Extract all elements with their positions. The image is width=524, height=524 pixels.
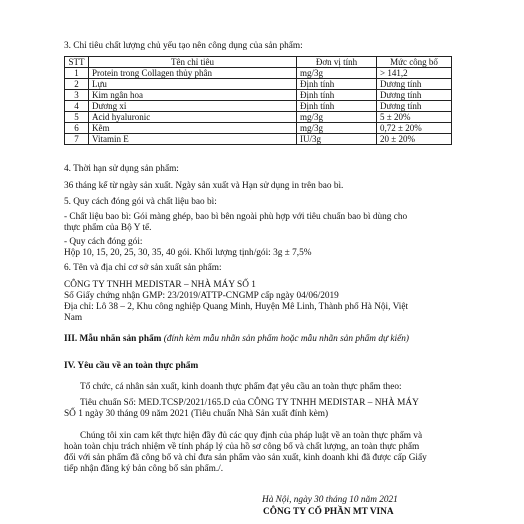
section-3-title: 3. Chỉ tiêu chất lượng chủ yếu tạo nên công dụng của sản phẩm: [64, 41, 303, 51]
section-IV-line-3: SỐ 1 ngày 30 tháng 09 năm 2021 (Tiêu chuẩn Nhà Sản xuất đính kèm) [64, 409, 329, 419]
gmp-certificate: Số Giấy chứng nhận GMP: 23/2019/ATTP-CNGMP cấp ngày 04/06/2019 [64, 291, 339, 301]
table-row [65, 79, 452, 90]
commitment-line-4: tiếp nhận đăng ký bản công bố sản phẩm./. [64, 464, 224, 474]
header-unit: Đơn vị tính [297, 57, 377, 68]
commitment-line-1: Chúng tôi xin cam kết thực hiện đầy đủ các quy định của pháp luật về an toàn thực phẩm và [80, 431, 423, 441]
cell-stt: 3 [65, 90, 89, 101]
cell-stt: 1 [65, 68, 89, 79]
cell-name: Protein trong Collagen thủy phân [89, 68, 297, 79]
manufacturer-name: CÔNG TY TNHH MEDISTAR – NHÀ MÁY SỐ 1 [64, 280, 256, 290]
table-row [65, 68, 452, 79]
cell-stt: 6 [65, 123, 89, 134]
cell-name: Acid hyaluronic [89, 112, 297, 123]
table-row [65, 90, 452, 101]
table-header-row [65, 57, 452, 68]
table-row [65, 112, 452, 123]
cell-level: 5 ± 20% [377, 112, 452, 123]
cell-name: Kẽm [89, 123, 297, 134]
cell-stt: 7 [65, 134, 89, 145]
header-level: Mức công bố [377, 57, 452, 68]
section-IV-title: IV. Yêu cầu về an toàn thực phẩm [64, 361, 199, 371]
table-row [65, 101, 452, 112]
cell-level: 20 ± 20% [377, 134, 452, 145]
signature-place-date: Hà Nội, ngày 30 tháng 10 năm 2021 [262, 495, 398, 505]
cell-level: Dương tính [377, 101, 452, 112]
address-line-1: Địa chỉ: Lô 38 – 2, Khu công nghiệp Quang Minh, Huyện Mê Linh, Thành phố Hà Nội, Việt [64, 302, 409, 312]
section-5-title: 5. Quy cách đóng gói và chất liệu bao bì: [64, 197, 217, 207]
section-III-note: (đính kèm mẫu nhãn sản phẩm hoặc mẫu nhãn sản phẩm dự kiến) [163, 334, 409, 344]
packaging-material-line-2: thực phẩm của Bộ Y tế. [64, 223, 152, 233]
table-row [65, 134, 452, 145]
cell-unit: Định tính [297, 101, 377, 112]
cell-unit: Định tính [297, 90, 377, 101]
packing-title: - Quy cách đóng gói: [64, 237, 143, 247]
table-body [65, 68, 452, 145]
cell-unit: mg/3g [297, 123, 377, 134]
section-6-title: 6. Tên và địa chỉ cơ sở sản xuất sản phẩm: [64, 263, 222, 273]
quality-table [64, 56, 452, 145]
cell-name: Vitamin E [89, 134, 297, 145]
section-IV-line-1: Tổ chức, cá nhân sản xuất, kinh doanh thực phẩm đạt yêu cầu an toàn thực phẩm theo: [80, 382, 402, 392]
cell-name: Dương xỉ [89, 101, 297, 112]
header-name: Tên chỉ tiêu [89, 57, 297, 68]
commitment-line-2: hoàn toàn chịu trách nhiệm về tính pháp lý của hồ sơ công bố và chất lượng, an toàn thực phẩm [64, 442, 420, 452]
section-III [64, 334, 409, 345]
cell-level: 0,72 ± 20% [377, 123, 452, 134]
cell-name: Lựu [89, 79, 297, 90]
cell-stt: 4 [65, 101, 89, 112]
cell-name: Kim ngân hoa [89, 90, 297, 101]
signature-company: CÔNG TY CỔ PHẦN MT VINA [263, 507, 394, 517]
header-stt: STT [65, 57, 89, 68]
table-row [65, 123, 452, 134]
cell-unit: mg/3g [297, 112, 377, 123]
cell-unit: mg/3g [297, 68, 377, 79]
shelf-life-text: 36 tháng kể từ ngày sản xuất. Ngày sản xuất và Hạn sử dụng in trên bao bì. [64, 181, 344, 191]
cell-unit: Định tính [297, 79, 377, 90]
packing-text: Hộp 10, 15, 20, 25, 30, 35, 40 gói. Khối lượng tịnh/gói: 3g ± 7,5% [64, 248, 312, 258]
cell-unit: IU/3g [297, 134, 377, 145]
packaging-material-line-1: - Chất liệu bao bì: Gói màng ghép, bao bì bên ngoài phù hợp với tiêu chuẩn bao bì dùng cho [64, 212, 408, 222]
cell-level: Dương tính [377, 79, 452, 90]
cell-stt: 2 [65, 79, 89, 90]
commitment-line-3: đối với sản phẩm đã công bố và chỉ đưa sản phẩm vào sản xuất, kinh doanh khi đã được cấp Giấy [64, 453, 427, 463]
section-IV-line-2: Tiêu chuẩn Số: MED.TCSP/2021/165.D của CÔNG TY TNHH MEDISTAR – NHÀ MÁY [80, 398, 419, 408]
cell-level: Dương tính [377, 90, 452, 101]
address-line-2: Nam [64, 313, 83, 323]
section-III-title: III. Mẫu nhãn sản phẩm [64, 334, 162, 344]
section-4-title: 4. Thời hạn sử dụng sản phẩm: [64, 164, 179, 174]
cell-stt: 5 [65, 112, 89, 123]
cell-level: > 141,2 [377, 68, 452, 79]
